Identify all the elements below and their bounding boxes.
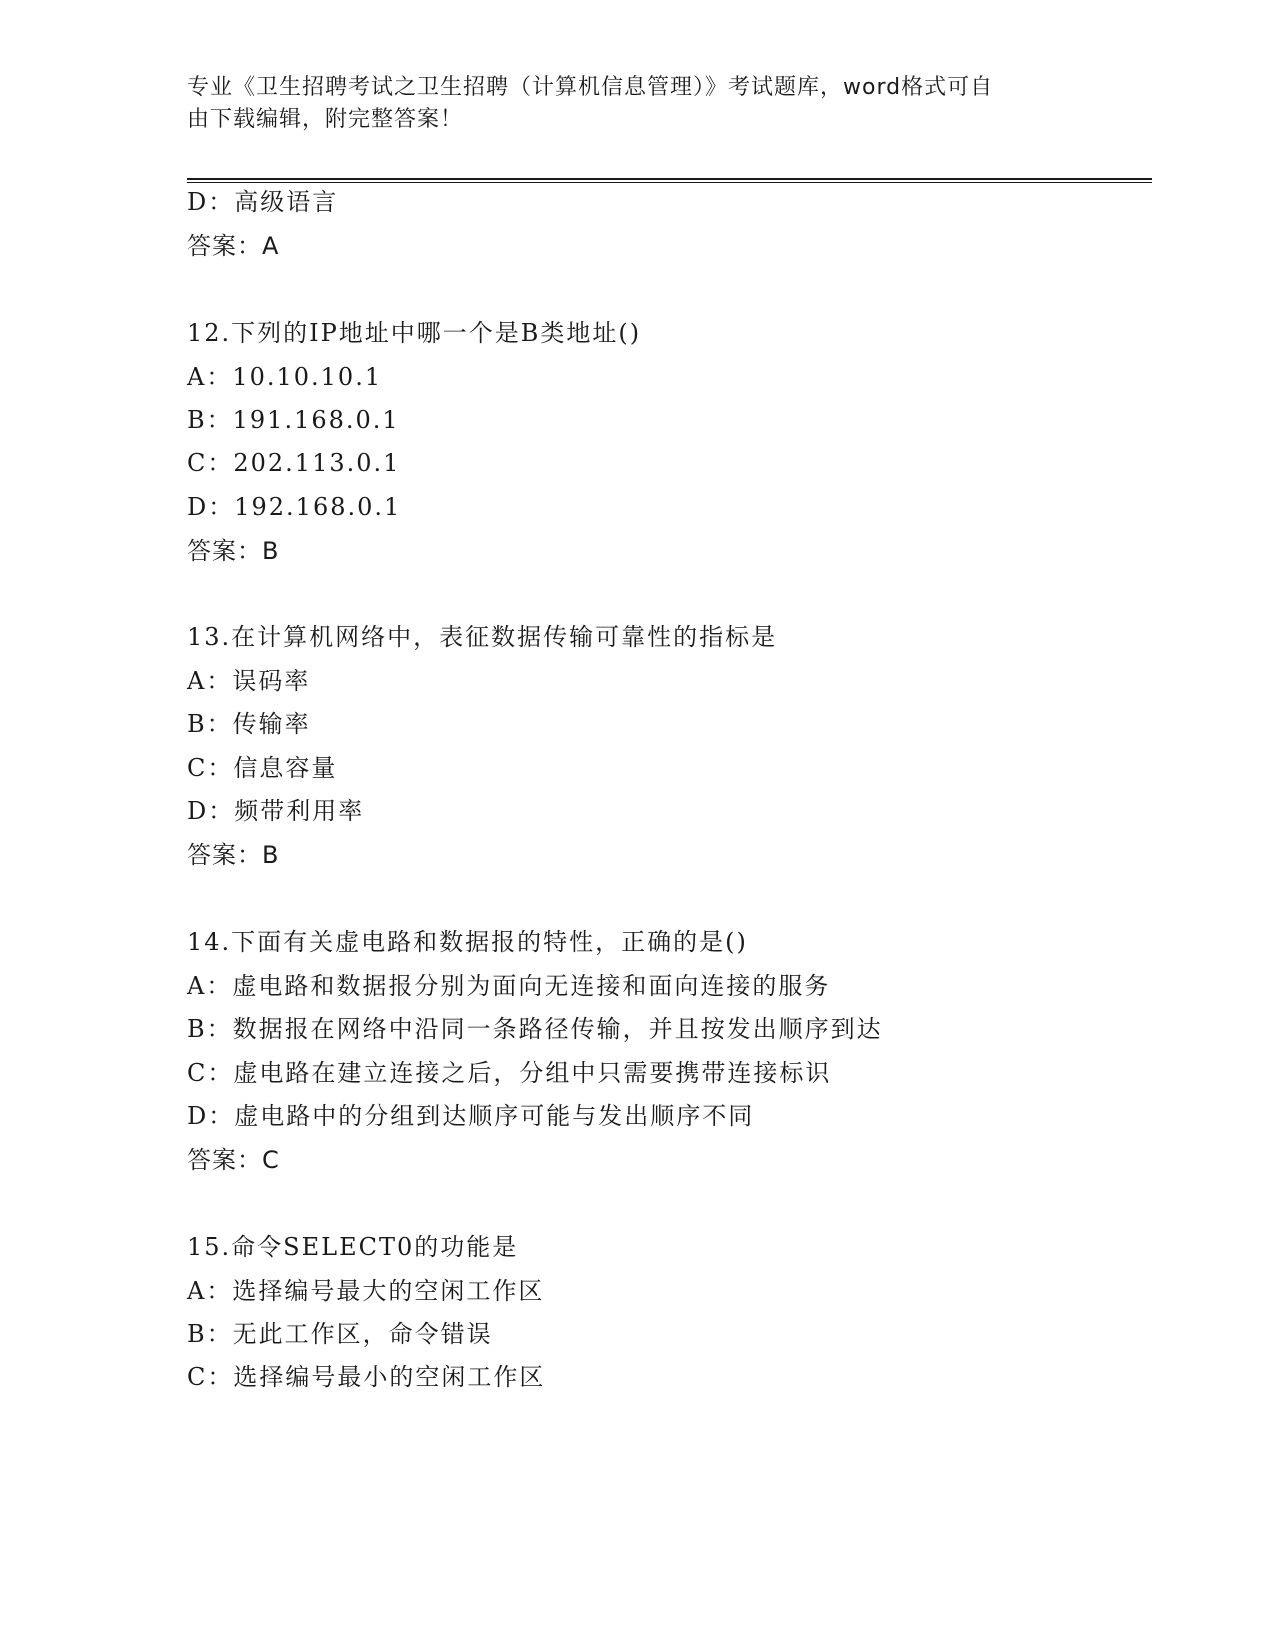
header-line-1: 专业《卫生招聘考试之卫生招聘（计算机信息管理）》考试题库，word格式可自 bbox=[187, 75, 994, 100]
q14-question: 14.下面有关虚电路和数据报的特性，正确的是() bbox=[187, 928, 748, 956]
q14-option-d: D：虚电路中的分组到达顺序可能与发出顺序不同 bbox=[187, 1102, 755, 1130]
q12-option-b: B：191.168.0.1 bbox=[187, 406, 400, 434]
q13-question: 13.在计算机网络中，表征数据传输可靠性的指标是 bbox=[187, 623, 778, 651]
q12-option-d: D：192.168.0.1 bbox=[187, 493, 402, 521]
q14-answer: 答案：C bbox=[187, 1146, 280, 1174]
q15-question: 15.命令SELECT0的功能是 bbox=[187, 1233, 519, 1261]
header-divider bbox=[187, 178, 1152, 183]
q13-option-c: C：信息容量 bbox=[187, 754, 338, 782]
q15-option-b: B：无此工作区，命令错误 bbox=[187, 1320, 493, 1348]
q11-option-d: D：高级语言 bbox=[187, 188, 339, 216]
q13-option-b: B：传输率 bbox=[187, 710, 311, 738]
q13-option-d: D：频带利用率 bbox=[187, 797, 365, 825]
q12-option-c: C：202.113.0.1 bbox=[187, 449, 401, 477]
q14-option-c: C：虚电路在建立连接之后，分组中只需要携带连接标识 bbox=[187, 1059, 832, 1087]
q12-option-a: A：10.10.10.1 bbox=[187, 363, 383, 391]
q15-option-a: A：选择编号最大的空闲工作区 bbox=[187, 1277, 545, 1305]
q14-option-b: B：数据报在网络中沿同一条路径传输，并且按发出顺序到达 bbox=[187, 1015, 883, 1043]
q15-option-c: C：选择编号最小的空闲工作区 bbox=[187, 1363, 546, 1391]
header-line-2: 由下载编辑，附完整答案！ bbox=[187, 107, 464, 132]
q13-answer: 答案：B bbox=[187, 841, 280, 869]
q11-answer: 答案：A bbox=[187, 232, 280, 260]
q13-option-a: A：误码率 bbox=[187, 667, 311, 695]
q12-question: 12.下列的IP地址中哪一个是B类地址() bbox=[187, 319, 642, 347]
document-header bbox=[187, 72, 1067, 136]
q14-option-a: A：虚电路和数据报分别为面向无连接和面向连接的服务 bbox=[187, 972, 831, 1000]
q12-answer: 答案：B bbox=[187, 537, 280, 565]
